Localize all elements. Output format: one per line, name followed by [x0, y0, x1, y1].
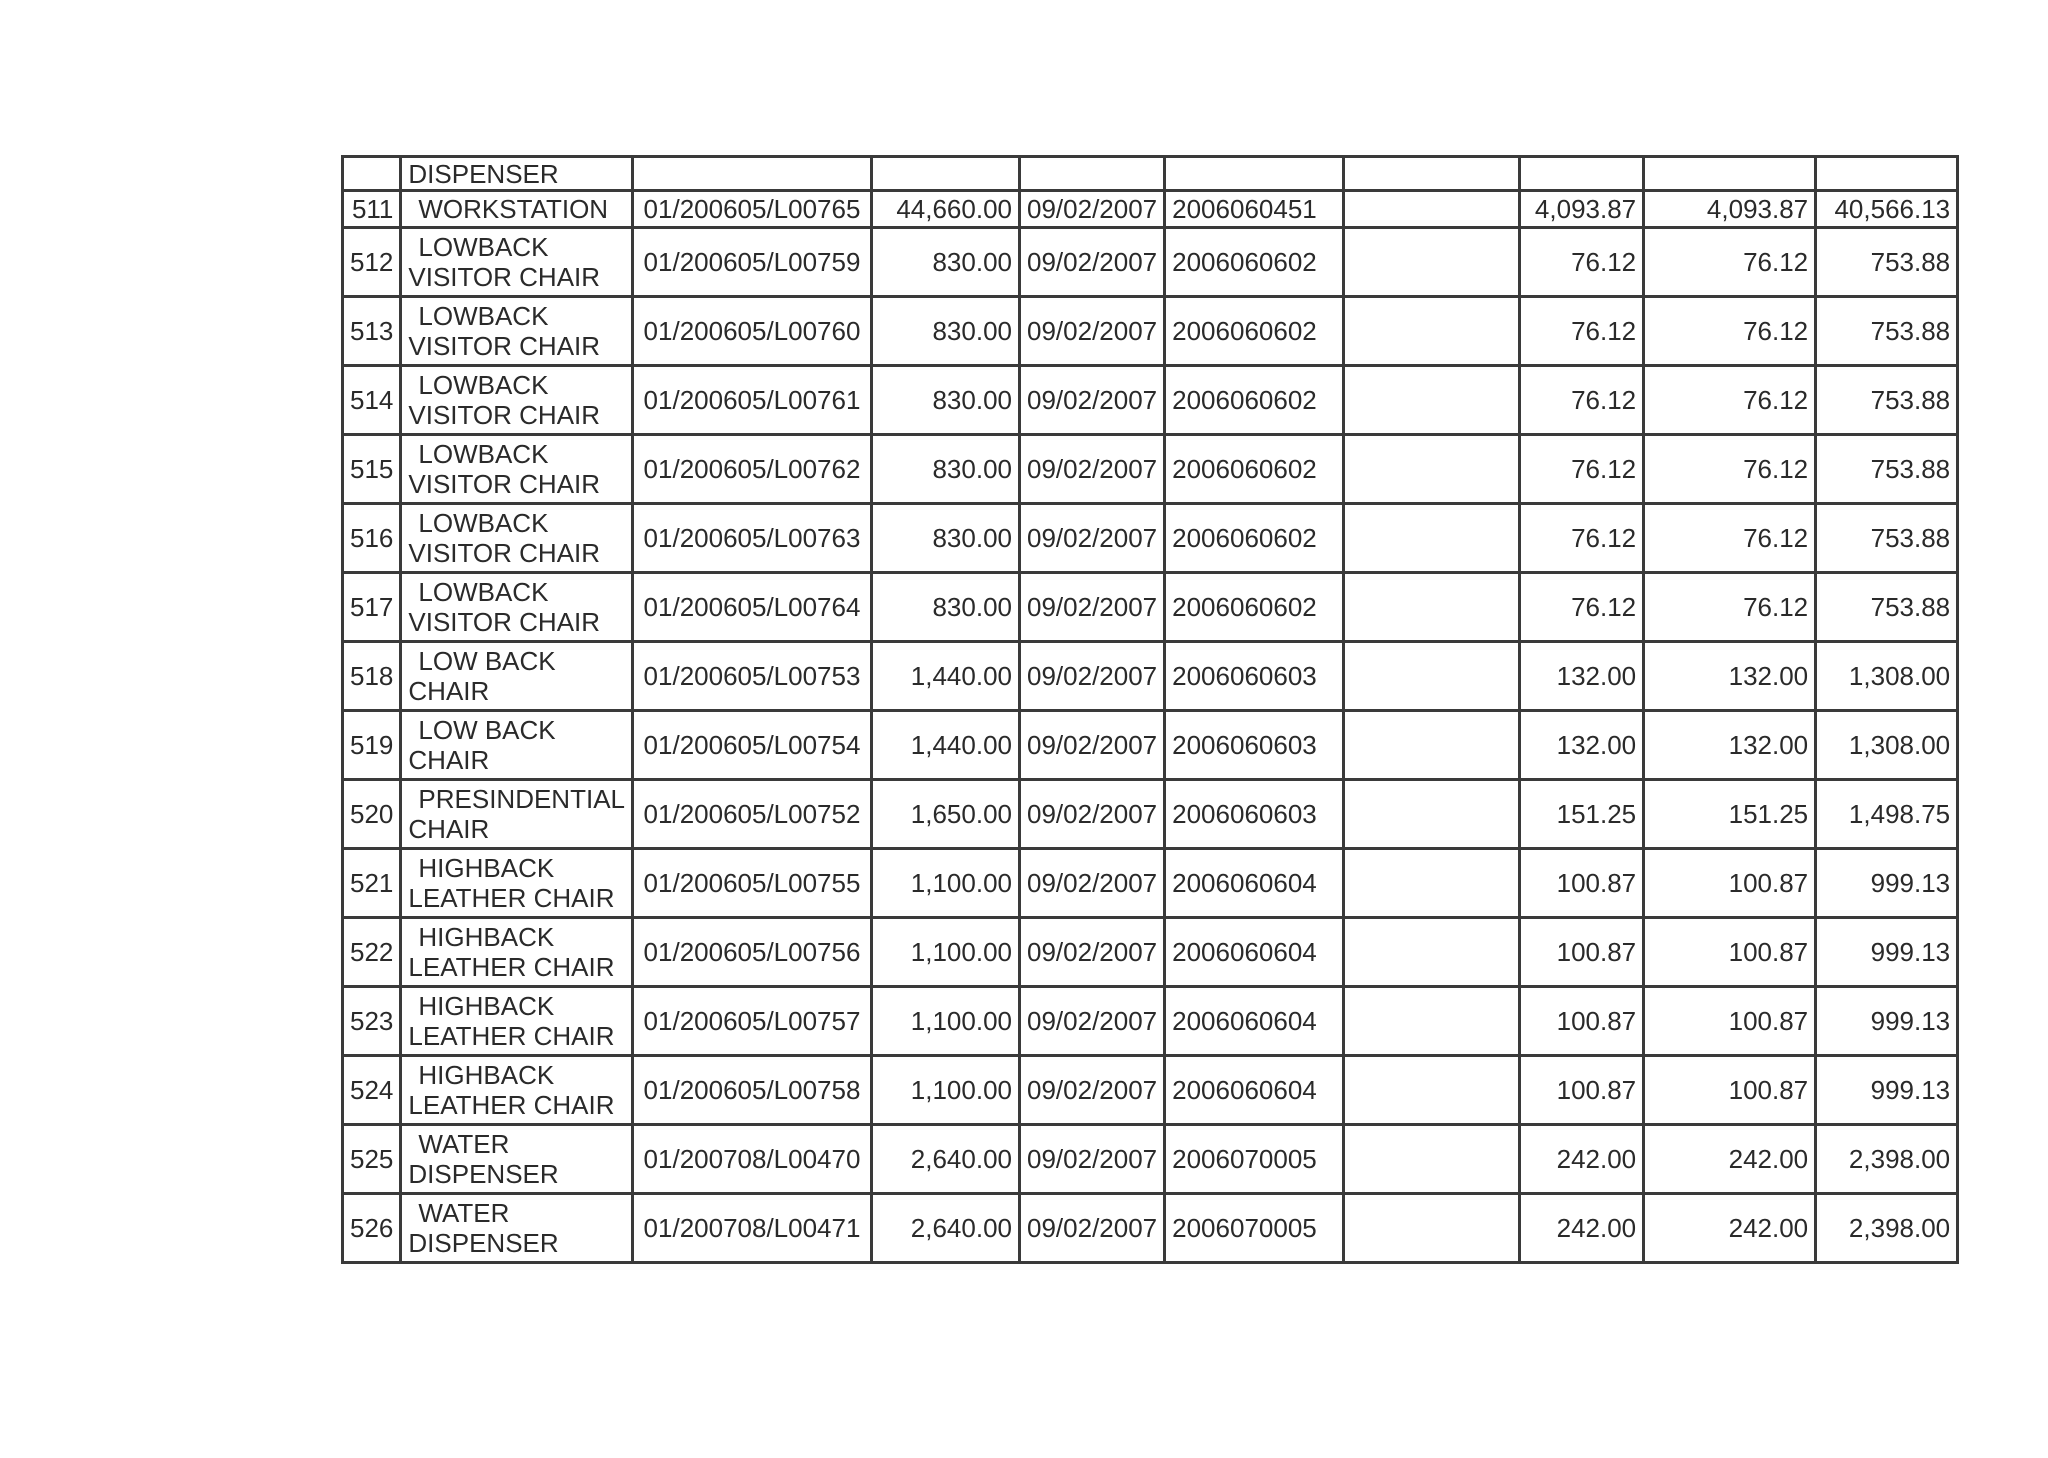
- date-cell: 09/02/2007: [1020, 1125, 1165, 1194]
- description-text: VISITOR CHAIR: [408, 262, 601, 292]
- net-book-value-cell: 753.88: [1816, 435, 1958, 504]
- description-text: PRESINDENTIAL: [418, 784, 625, 814]
- description-text: WORKSTATION: [418, 194, 609, 224]
- description-text: CHAIR: [408, 745, 490, 775]
- reference-cell: 2006060603: [1165, 642, 1344, 711]
- description-text: VISITOR CHAIR: [408, 607, 601, 637]
- depreciation-cell: [1520, 157, 1644, 191]
- depreciation-cell: 242.00: [1520, 1125, 1644, 1194]
- description-text: LEATHER CHAIR: [408, 1090, 615, 1120]
- depreciation-cell: 4,093.87: [1520, 191, 1644, 228]
- accumulated-depreciation-cell: 76.12: [1644, 435, 1816, 504]
- row-number-cell: 515: [343, 435, 401, 504]
- description-cell: [401, 780, 633, 849]
- accumulated-depreciation-cell: 100.87: [1644, 849, 1816, 918]
- accumulated-depreciation-cell: 242.00: [1644, 1125, 1816, 1194]
- cost-cell: 1,100.00: [872, 987, 1020, 1056]
- description-text: HIGHBACK: [418, 1060, 555, 1090]
- reference-cell: 2006060602: [1165, 504, 1344, 573]
- net-book-value-cell: 753.88: [1816, 366, 1958, 435]
- asset-code-cell: 01/200605/L00762: [633, 435, 872, 504]
- table-row: [343, 1194, 1958, 1263]
- blank-cell: [1344, 573, 1520, 642]
- depreciation-cell: 242.00: [1520, 1194, 1644, 1263]
- depreciation-cell: 132.00: [1520, 642, 1644, 711]
- table-row: [343, 849, 1958, 918]
- description-cell: [401, 1056, 633, 1125]
- cost-cell: 830.00: [872, 228, 1020, 297]
- description-text: VISITOR CHAIR: [408, 331, 601, 361]
- net-book-value-cell: 753.88: [1816, 297, 1958, 366]
- accumulated-depreciation-cell: 76.12: [1644, 504, 1816, 573]
- description-text: WATER: [418, 1129, 510, 1159]
- net-book-value-cell: [1816, 157, 1958, 191]
- asset-code-cell: 01/200605/L00759: [633, 228, 872, 297]
- blank-cell: [1344, 1125, 1520, 1194]
- reference-cell: 2006070005: [1165, 1194, 1344, 1263]
- asset-code-cell: 01/200605/L00754: [633, 711, 872, 780]
- asset-code-cell: 01/200605/L00753: [633, 642, 872, 711]
- blank-cell: [1344, 228, 1520, 297]
- table-row: [343, 918, 1958, 987]
- depreciation-cell: 76.12: [1520, 504, 1644, 573]
- date-cell: 09/02/2007: [1020, 366, 1165, 435]
- asset-code-cell: 01/200605/L00758: [633, 1056, 872, 1125]
- date-cell: 09/02/2007: [1020, 573, 1165, 642]
- asset-code-cell: 01/200708/L00471: [633, 1194, 872, 1263]
- cost-cell: 2,640.00: [872, 1125, 1020, 1194]
- cost-cell: 830.00: [872, 573, 1020, 642]
- reference-cell: [1165, 157, 1344, 191]
- description-cell: [401, 435, 633, 504]
- depreciation-cell: 76.12: [1520, 297, 1644, 366]
- description-cell: [401, 157, 633, 191]
- description-text: LEATHER CHAIR: [408, 952, 615, 982]
- row-number-cell: 514: [343, 366, 401, 435]
- row-number-cell: 516: [343, 504, 401, 573]
- cost-cell: 830.00: [872, 435, 1020, 504]
- asset-code-cell: 01/200605/L00760: [633, 297, 872, 366]
- table-row: [343, 642, 1958, 711]
- accumulated-depreciation-cell: 242.00: [1644, 1194, 1816, 1263]
- blank-cell: [1344, 504, 1520, 573]
- description-text: CHAIR: [408, 814, 490, 844]
- description-cell: [401, 504, 633, 573]
- blank-cell: [1344, 711, 1520, 780]
- description-cell: [401, 1125, 633, 1194]
- blank-cell: [1344, 987, 1520, 1056]
- table-row: [343, 1125, 1958, 1194]
- reference-cell: 2006060602: [1165, 297, 1344, 366]
- description-text: LOW BACK: [418, 715, 556, 745]
- table-row: [343, 297, 1958, 366]
- accumulated-depreciation-cell: 100.87: [1644, 1056, 1816, 1125]
- description-text: HIGHBACK: [418, 991, 555, 1021]
- description-text: HIGHBACK: [418, 922, 555, 952]
- cost-cell: 1,650.00: [872, 780, 1020, 849]
- asset-code-cell: 01/200605/L00765: [633, 191, 872, 228]
- depreciation-cell: 76.12: [1520, 573, 1644, 642]
- accumulated-depreciation-cell: 4,093.87: [1644, 191, 1816, 228]
- description-cell: [401, 297, 633, 366]
- net-book-value-cell: 2,398.00: [1816, 1125, 1958, 1194]
- cost-cell: 1,440.00: [872, 711, 1020, 780]
- date-cell: 09/02/2007: [1020, 711, 1165, 780]
- date-cell: 09/02/2007: [1020, 987, 1165, 1056]
- row-number-cell: 524: [343, 1056, 401, 1125]
- description-text: DISPENSER: [408, 1159, 559, 1189]
- description-text: VISITOR CHAIR: [408, 400, 601, 430]
- description-text: LOW BACK: [418, 646, 556, 676]
- asset-code-cell: [633, 157, 872, 191]
- reference-cell: 2006060602: [1165, 435, 1344, 504]
- net-book-value-cell: 753.88: [1816, 573, 1958, 642]
- row-number-cell: 517: [343, 573, 401, 642]
- net-book-value-cell: 1,308.00: [1816, 642, 1958, 711]
- description-cell: [401, 987, 633, 1056]
- asset-code-cell: 01/200708/L00470: [633, 1125, 872, 1194]
- reference-cell: 2006060604: [1165, 918, 1344, 987]
- reference-cell: 2006060604: [1165, 1056, 1344, 1125]
- cost-cell: 1,100.00: [872, 1056, 1020, 1125]
- description-text: VISITOR CHAIR: [408, 469, 601, 499]
- blank-cell: [1344, 780, 1520, 849]
- description-text: LOWBACK: [418, 370, 549, 400]
- description-cell: [401, 228, 633, 297]
- reference-cell: 2006070005: [1165, 1125, 1344, 1194]
- table-row: [343, 435, 1958, 504]
- asset-code-cell: 01/200605/L00752: [633, 780, 872, 849]
- cost-cell: 830.00: [872, 297, 1020, 366]
- net-book-value-cell: 1,308.00: [1816, 711, 1958, 780]
- description-text: WATER: [418, 1198, 510, 1228]
- table-row-continued: [343, 157, 1958, 191]
- net-book-value-cell: 999.13: [1816, 849, 1958, 918]
- depreciation-cell: 76.12: [1520, 435, 1644, 504]
- description-cell: [401, 573, 633, 642]
- table-row: [343, 987, 1958, 1056]
- net-book-value-cell: 999.13: [1816, 1056, 1958, 1125]
- table-row: [343, 780, 1958, 849]
- row-number-cell: 525: [343, 1125, 401, 1194]
- table-row: [343, 1056, 1958, 1125]
- accumulated-depreciation-cell: [1644, 157, 1816, 191]
- cost-cell: 1,100.00: [872, 849, 1020, 918]
- description-text: DISPENSER: [408, 1228, 559, 1258]
- accumulated-depreciation-cell: 76.12: [1644, 573, 1816, 642]
- accumulated-depreciation-cell: 76.12: [1644, 297, 1816, 366]
- row-number-cell: 521: [343, 849, 401, 918]
- asset-code-cell: 01/200605/L00763: [633, 504, 872, 573]
- cost-cell: 830.00: [872, 366, 1020, 435]
- depreciation-cell: 100.87: [1520, 987, 1644, 1056]
- blank-cell: [1344, 1194, 1520, 1263]
- blank-cell: [1344, 1056, 1520, 1125]
- blank-cell: [1344, 366, 1520, 435]
- row-number-cell: 513: [343, 297, 401, 366]
- depreciation-cell: 76.12: [1520, 366, 1644, 435]
- description-text: HIGHBACK: [418, 853, 555, 883]
- net-book-value-cell: 2,398.00: [1816, 1194, 1958, 1263]
- blank-cell: [1344, 157, 1520, 191]
- row-number-cell: 522: [343, 918, 401, 987]
- row-number-cell: 518: [343, 642, 401, 711]
- blank-cell: [1344, 191, 1520, 228]
- description-cell: [401, 918, 633, 987]
- description-cell: [401, 642, 633, 711]
- table-row: [343, 573, 1958, 642]
- accumulated-depreciation-cell: 76.12: [1644, 228, 1816, 297]
- net-book-value-cell: 753.88: [1816, 504, 1958, 573]
- description-text: LOWBACK: [418, 301, 549, 331]
- cost-cell: [872, 157, 1020, 191]
- row-number-cell: 526: [343, 1194, 401, 1263]
- description-cell: [401, 711, 633, 780]
- accumulated-depreciation-cell: 132.00: [1644, 711, 1816, 780]
- net-book-value-cell: 999.13: [1816, 918, 1958, 987]
- table-body: [343, 157, 1958, 1263]
- date-cell: 09/02/2007: [1020, 918, 1165, 987]
- description-text: LEATHER CHAIR: [408, 1021, 615, 1051]
- description-text: LEATHER CHAIR: [408, 883, 615, 913]
- row-number-cell: [343, 157, 401, 191]
- row-number-cell: 523: [343, 987, 401, 1056]
- depreciation-cell: 100.87: [1520, 1056, 1644, 1125]
- reference-cell: 2006060602: [1165, 228, 1344, 297]
- cost-cell: 1,440.00: [872, 642, 1020, 711]
- description-text: LOWBACK: [418, 508, 549, 538]
- table-row: [343, 228, 1958, 297]
- date-cell: 09/02/2007: [1020, 1194, 1165, 1263]
- row-number-cell: 519: [343, 711, 401, 780]
- description-cell: [401, 849, 633, 918]
- net-book-value-cell: 40,566.13: [1816, 191, 1958, 228]
- description-text: LOWBACK: [418, 577, 549, 607]
- depreciation-cell: 100.87: [1520, 918, 1644, 987]
- accumulated-depreciation-cell: 76.12: [1644, 366, 1816, 435]
- reference-cell: 2006060451: [1165, 191, 1344, 228]
- blank-cell: [1344, 642, 1520, 711]
- depreciation-cell: 76.12: [1520, 228, 1644, 297]
- blank-cell: [1344, 918, 1520, 987]
- cost-cell: 2,640.00: [872, 1194, 1020, 1263]
- depreciation-cell: 132.00: [1520, 711, 1644, 780]
- date-cell: 09/02/2007: [1020, 297, 1165, 366]
- date-cell: 09/02/2007: [1020, 191, 1165, 228]
- date-cell: [1020, 157, 1165, 191]
- date-cell: 09/02/2007: [1020, 780, 1165, 849]
- blank-cell: [1344, 849, 1520, 918]
- cost-cell: 44,660.00: [872, 191, 1020, 228]
- reference-cell: 2006060604: [1165, 849, 1344, 918]
- date-cell: 09/02/2007: [1020, 504, 1165, 573]
- accumulated-depreciation-cell: 100.87: [1644, 987, 1816, 1056]
- row-number-cell: 511: [343, 191, 401, 228]
- depreciation-cell: 100.87: [1520, 849, 1644, 918]
- reference-cell: 2006060603: [1165, 711, 1344, 780]
- reference-cell: 2006060602: [1165, 366, 1344, 435]
- table-row: [343, 711, 1958, 780]
- net-book-value-cell: 753.88: [1816, 228, 1958, 297]
- blank-cell: [1344, 435, 1520, 504]
- depreciation-cell: 151.25: [1520, 780, 1644, 849]
- date-cell: 09/02/2007: [1020, 1056, 1165, 1125]
- cost-cell: 1,100.00: [872, 918, 1020, 987]
- asset-register-table: [341, 155, 1959, 1264]
- asset-code-cell: 01/200605/L00757: [633, 987, 872, 1056]
- row-number-cell: 512: [343, 228, 401, 297]
- date-cell: 09/02/2007: [1020, 435, 1165, 504]
- description-text: CHAIR: [408, 676, 490, 706]
- row-number-cell: 520: [343, 780, 401, 849]
- description-text: VISITOR CHAIR: [408, 538, 601, 568]
- description-text: LOWBACK: [418, 232, 549, 262]
- date-cell: 09/02/2007: [1020, 642, 1165, 711]
- description-text: LOWBACK: [418, 439, 549, 469]
- accumulated-depreciation-cell: 100.87: [1644, 918, 1816, 987]
- net-book-value-cell: 1,498.75: [1816, 780, 1958, 849]
- description-cell: [401, 191, 633, 228]
- description-cell: [401, 1194, 633, 1263]
- date-cell: 09/02/2007: [1020, 849, 1165, 918]
- cost-cell: 830.00: [872, 504, 1020, 573]
- accumulated-depreciation-cell: 132.00: [1644, 642, 1816, 711]
- date-cell: 09/02/2007: [1020, 228, 1165, 297]
- table-row: [343, 504, 1958, 573]
- description-cell: [401, 366, 633, 435]
- asset-code-cell: 01/200605/L00761: [633, 366, 872, 435]
- asset-code-cell: 01/200605/L00756: [633, 918, 872, 987]
- blank-cell: [1344, 297, 1520, 366]
- reference-cell: 2006060603: [1165, 780, 1344, 849]
- table-row: [343, 366, 1958, 435]
- reference-cell: 2006060602: [1165, 573, 1344, 642]
- reference-cell: 2006060604: [1165, 987, 1344, 1056]
- accumulated-depreciation-cell: 151.25: [1644, 780, 1816, 849]
- description-text: DISPENSER: [408, 158, 559, 189]
- asset-code-cell: 01/200605/L00764: [633, 573, 872, 642]
- table-row: [343, 191, 1958, 228]
- net-book-value-cell: 999.13: [1816, 987, 1958, 1056]
- asset-code-cell: 01/200605/L00755: [633, 849, 872, 918]
